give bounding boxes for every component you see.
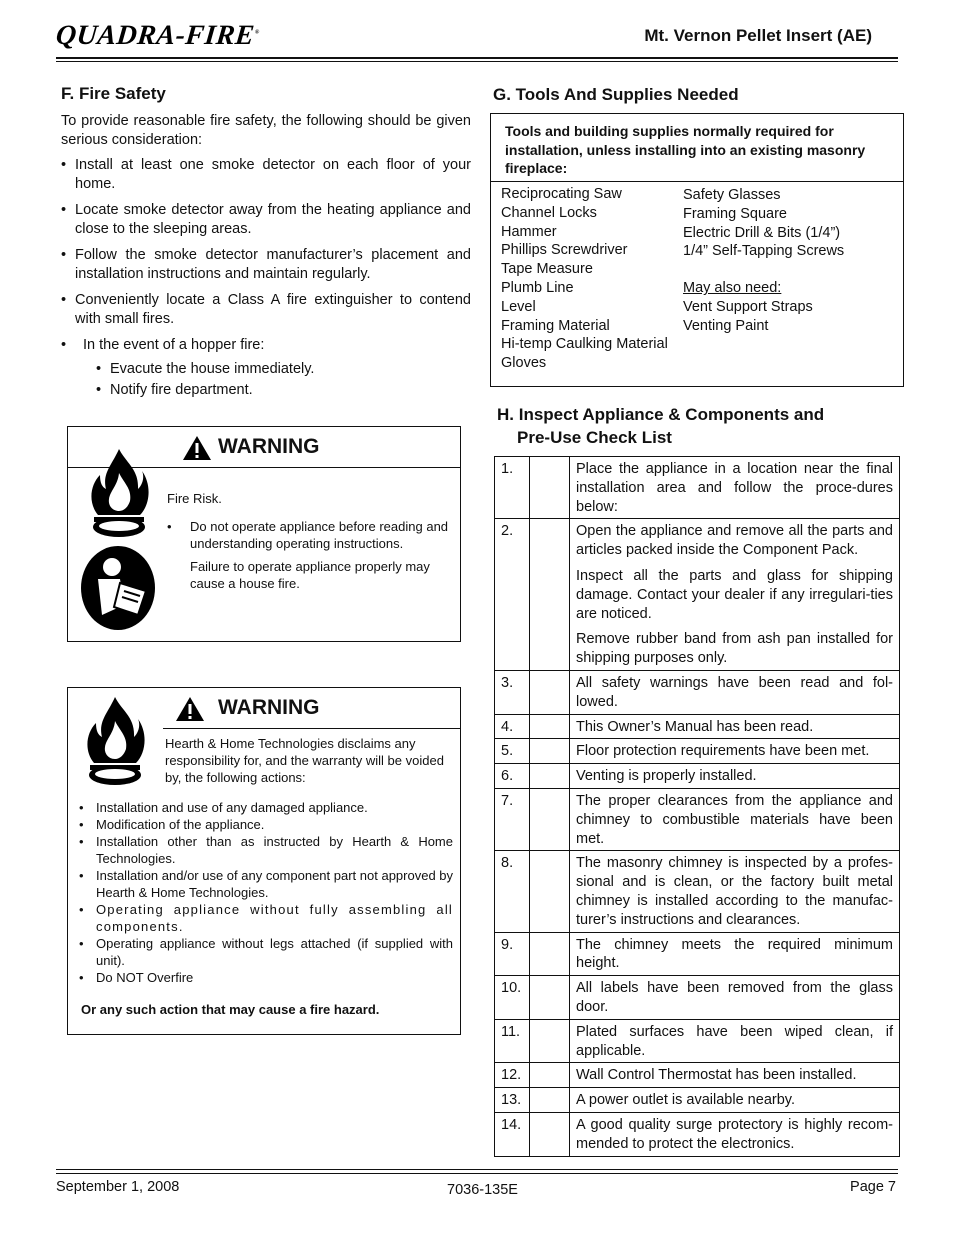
- warning2-item: • Operating appliance without fully assembling all components.: [79, 901, 453, 935]
- checklist-checkbox: [530, 851, 570, 932]
- checklist-row: [495, 519, 900, 671]
- checklist-number: 6.: [495, 764, 530, 789]
- may-also-need-label: May also need:: [683, 280, 782, 297]
- checklist-number: 12.: [495, 1063, 530, 1088]
- checklist-paragraph: Venting is properly installed.: [576, 768, 757, 785]
- checklist-number: 5.: [495, 739, 530, 764]
- warning-header: [163, 688, 460, 729]
- checklist-paragraph: Floor protection requirements have been met.: [576, 743, 870, 760]
- warning1-lead: Fire Risk.: [167, 491, 222, 506]
- checklist-table: [494, 456, 900, 1157]
- warning1-body: [167, 490, 453, 592]
- checklist-checkbox: [530, 764, 570, 789]
- checklist-number: 14.: [495, 1112, 530, 1156]
- warning2-lead: Hearth & Home Technologies disclaims any responsibility for, and the warranty will be voided by, the following actions:: [165, 736, 444, 785]
- checklist-number: 7.: [495, 788, 530, 850]
- footer-page: Page 7: [850, 1179, 896, 1195]
- checklist-row: [495, 976, 900, 1020]
- checklist-text: [570, 1112, 900, 1156]
- fire-safety-intro: To provide reasonable fire safety, the following should be given serious consideration:: [61, 113, 471, 148]
- checklist-text: [570, 1088, 900, 1113]
- warning2-item: • Installation and/or use of any component part not approved by Hearth & Home Technologies.: [79, 867, 453, 901]
- checklist-row: [495, 1088, 900, 1113]
- inspect-heading-line2: Pre-Use Check List: [517, 428, 672, 447]
- checklist-paragraph: Place the appliance in a location near the final installation area and follow the proce-dures below:: [576, 461, 893, 515]
- checklist-row: [495, 764, 900, 789]
- checklist-number: 2.: [495, 519, 530, 671]
- tools-box-divider: [491, 181, 903, 182]
- checklist-number: 1.: [495, 457, 530, 519]
- warning-box-fire-risk: [67, 426, 461, 642]
- tool-item: Venting Paint: [683, 317, 769, 334]
- checklist-checkbox: [530, 1019, 570, 1063]
- tools-column-2: [683, 186, 844, 336]
- tool-item: Framing Material: [501, 317, 610, 334]
- checklist-row: [495, 714, 900, 739]
- hopper-fire-list: [61, 360, 471, 400]
- flame-icon: [84, 445, 154, 541]
- tool-item: Level: [501, 298, 536, 315]
- warning-triangle-icon: [182, 435, 212, 461]
- fire-safety-list: [61, 156, 471, 355]
- checklist-paragraph: All labels have been removed from the glass door.: [576, 980, 893, 1015]
- footer-rule: [56, 1169, 898, 1170]
- checklist-text: [570, 1063, 900, 1088]
- hopper-fire-item: • Evacute the house immediately.: [96, 360, 471, 379]
- hopper-fire-item: • Notify fire department.: [96, 381, 471, 400]
- warning2-item: • Do NOT Overfire: [79, 969, 453, 986]
- inspect-heading-line1: H. Inspect Appliance & Components and: [497, 405, 825, 424]
- checklist-text: [570, 519, 900, 671]
- warning2-item: • Operating appliance without legs attached (if supplied with unit).: [79, 935, 453, 969]
- checklist-checkbox: [530, 519, 570, 671]
- tool-item: Channel Locks: [501, 204, 597, 221]
- checklist-paragraph: Open the appliance and remove all the parts and articles packed inside the Component Pack.: [576, 523, 893, 559]
- warning-title: WARNING: [218, 435, 320, 458]
- checklist-number: 3.: [495, 670, 530, 714]
- checklist-paragraph: The chimney meets the required minimum height.: [576, 936, 893, 972]
- warning-triangle-icon: [175, 696, 205, 722]
- checklist-checkbox: [530, 932, 570, 976]
- checklist-checkbox: [530, 739, 570, 764]
- checklist-paragraph: Plated surfaces have been wiped clean, if applicable.: [576, 1023, 893, 1059]
- tool-item: 1/4” Self-Tapping Screws: [683, 243, 845, 260]
- tool-item: Gloves: [501, 355, 547, 372]
- fire-safety-item: • Locate smoke detector away from the heating appliance and close to the sleeping areas.: [61, 201, 471, 239]
- brand-logo-text: QUADRA-FIRE: [54, 20, 257, 51]
- tool-item: Tape Measure: [501, 261, 593, 278]
- warning-title: WARNING: [218, 696, 320, 719]
- checklist-checkbox: [530, 976, 570, 1020]
- checklist-paragraph: All safety warnings have been read and fol-lowed.: [576, 674, 893, 710]
- checklist-checkbox: [530, 714, 570, 739]
- checklist-paragraph: Remove rubber band from ash pan installed for shipping purposes only.: [576, 631, 893, 667]
- checklist-text: [570, 714, 900, 739]
- checklist-checkbox: [530, 1112, 570, 1156]
- checklist-row: [495, 1063, 900, 1088]
- footer-date: September 1, 2008: [56, 1179, 180, 1195]
- fire-safety-heading: F. Fire Safety: [61, 84, 166, 103]
- checklist-text: [570, 457, 900, 519]
- checklist-checkbox: [530, 670, 570, 714]
- tool-item: Hammer: [501, 223, 557, 240]
- fire-safety-section: [61, 84, 471, 402]
- checklist-checkbox: [530, 1063, 570, 1088]
- checklist-number: 10.: [495, 976, 530, 1020]
- checklist-text: [570, 1019, 900, 1063]
- checklist-number: 8.: [495, 851, 530, 932]
- fire-safety-item: • Install at least one smoke detector on each floor of your home.: [61, 156, 471, 194]
- tools-heading: G. Tools And Supplies Needed: [493, 85, 739, 104]
- checklist-checkbox: [530, 457, 570, 519]
- inspect-heading: [497, 403, 824, 449]
- tool-item: Plumb Line: [501, 279, 574, 296]
- checklist-paragraph: This Owner’s Manual has been read.: [576, 718, 814, 735]
- warning1-list: [167, 518, 453, 552]
- checklist-text: [570, 851, 900, 932]
- header-rule: [56, 57, 898, 59]
- warning2-item: • Installation other than as instructed by Hearth & Home Technologies.: [79, 833, 453, 867]
- checklist-paragraph: Wall Control Thermostat has been installed.: [576, 1067, 857, 1084]
- warning-box-disclaimer: [67, 687, 461, 1035]
- warning1-item: • Do not operate appliance before reading and understanding operating instructions.: [167, 518, 453, 552]
- read-manual-icon: [80, 545, 156, 631]
- tool-item: Framing Square: [683, 205, 787, 222]
- checklist-row: [495, 788, 900, 850]
- fire-safety-item: • Follow the smoke detector manufacturer’s placement and installation instructions and maintain regularly.: [61, 246, 471, 284]
- warning2-item: • Installation and use of any damaged appliance.: [79, 799, 453, 816]
- checklist-row: [495, 1112, 900, 1156]
- checklist-row: [495, 851, 900, 932]
- checklist-text: [570, 670, 900, 714]
- warning2-closing: Or any such action that may cause a fire hazard.: [81, 1002, 380, 1017]
- header-rule-thin: [56, 61, 898, 62]
- checklist-number: 13.: [495, 1088, 530, 1113]
- tools-column-1: [501, 185, 668, 373]
- tool-item: Reciprocating Saw: [501, 186, 622, 202]
- checklist-checkbox: [530, 1088, 570, 1113]
- checklist-text: [570, 932, 900, 976]
- checklist-text: [570, 976, 900, 1020]
- checklist-paragraph: The masonry chimney is inspected by a profes-sional and is clean, or the factory built metal chimney is installed according to the manufac-turer’s instructions and clearances.: [576, 855, 893, 928]
- fire-safety-item: • Conveniently locate a Class A fire extinguisher to contend with small fires.: [61, 291, 471, 329]
- tool-item: Hi-temp Caulking Material: [501, 336, 668, 353]
- checklist-number: 11.: [495, 1019, 530, 1063]
- brand-logo-mark: ®: [254, 29, 261, 36]
- checklist-number: 9.: [495, 932, 530, 976]
- warning2-list: [79, 799, 453, 986]
- tool-item: Electric Drill & Bits (1/4”): [683, 224, 841, 241]
- checklist-row: [495, 457, 900, 519]
- checklist-paragraph: A good quality surge protectory is highly recom-mended to protect the electronics.: [576, 1116, 893, 1152]
- checklist-paragraph: The proper clearances from the appliance and chimney to combustible materials have been met.: [576, 792, 893, 847]
- fire-safety-item: • In the event of a hopper fire:: [61, 336, 471, 355]
- checklist-checkbox: [530, 788, 570, 850]
- checklist-paragraph: Inspect all the parts and glass for shipping damage. Contact your dealer if any irregulari-ties are noticed.: [576, 567, 893, 622]
- checklist-text: [570, 764, 900, 789]
- footer-rule-thin: [56, 1173, 898, 1174]
- flame-icon: [80, 692, 150, 790]
- checklist-paragraph: A power outlet is available nearby.: [576, 1092, 795, 1109]
- checklist-row: [495, 670, 900, 714]
- checklist-number: 4.: [495, 714, 530, 739]
- footer-doc-number: 7036-135E: [447, 1182, 518, 1198]
- checklist-row: [495, 932, 900, 976]
- warning2-item: • Modification of the appliance.: [79, 816, 453, 833]
- checklist-text: [570, 739, 900, 764]
- warning1-item-2: Failure to operate appliance properly may cause a house fire.: [190, 559, 430, 591]
- tool-item: Phillips Screwdriver: [501, 242, 628, 259]
- tool-item: Safety Glasses: [683, 187, 781, 203]
- tools-box-heading: Tools and building supplies normally required for installation, unless installing into an existing masonry fireplace:: [505, 123, 866, 176]
- checklist-row: [495, 739, 900, 764]
- brand-logo: [54, 20, 261, 52]
- document-title: Mt. Vernon Pellet Insert (AE): [644, 26, 872, 45]
- checklist-row: [495, 1019, 900, 1063]
- tools-box: [490, 113, 904, 387]
- tool-item: Vent Support Straps: [683, 298, 813, 315]
- checklist-text: [570, 788, 900, 850]
